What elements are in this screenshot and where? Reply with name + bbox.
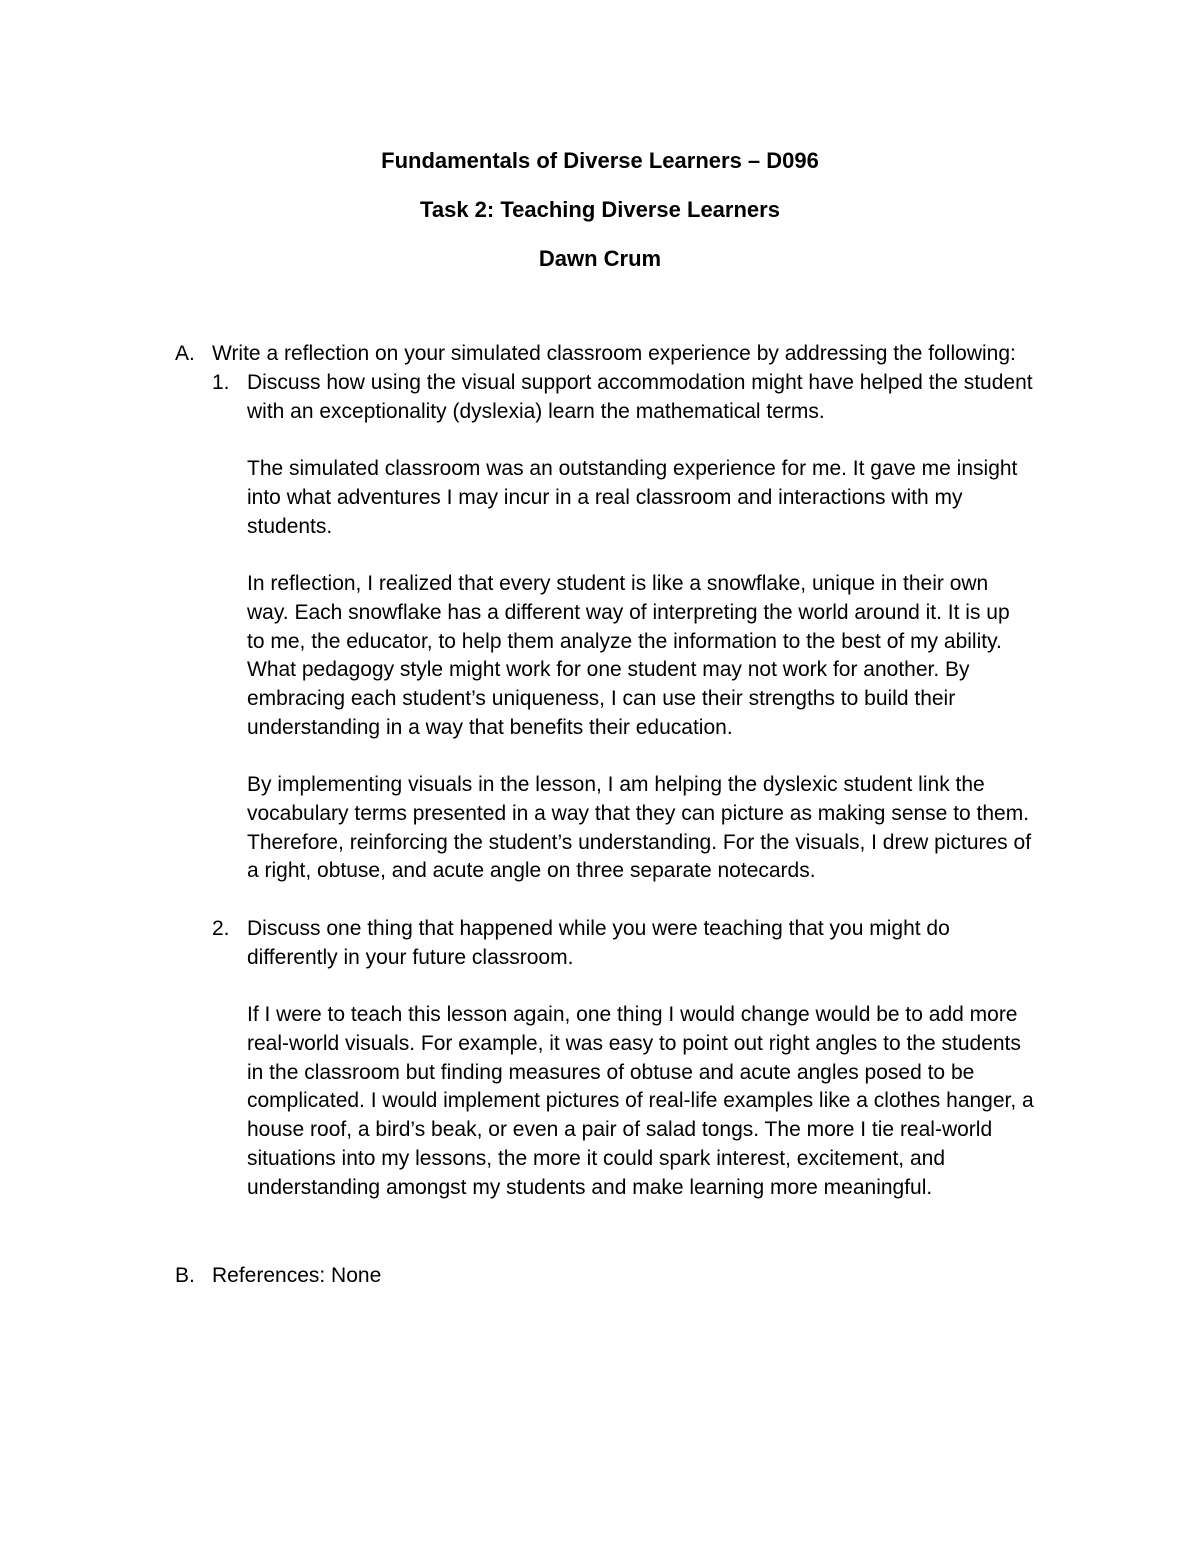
paragraph-line: vocabulary terms presented in a way that they can picture as making sense to them. [247, 801, 1030, 825]
task-title: Task 2: Teaching Diverse Learners [420, 197, 780, 222]
paragraph-line: By implementing visuals in the lesson, I am helping the dyslexic student link the [247, 773, 985, 796]
paragraph-line: understanding amongst my students and make learning more meaningful. [247, 1175, 933, 1199]
paragraph-line: The simulated classroom was an outstanding experience for me. It gave me insight [247, 457, 1018, 480]
paragraph-line: in the classroom but finding measures of obtuse and acute angles posed to be [247, 1060, 975, 1084]
item-1-paragraph-3 [247, 771, 1031, 886]
paragraph-line: If I were to teach this lesson again, one thing I would change would be to add more [247, 1003, 1018, 1026]
section-a-prompt: Write a reflection on your simulated classroom experience by addressing the following: [212, 342, 1016, 365]
paragraph-line: students. [247, 514, 333, 538]
references-line: References: None [212, 1264, 382, 1287]
question-line: differently in your future classroom. [247, 945, 574, 969]
paragraph-line: Therefore, reinforcing the student’s understanding. For the visuals, I drew pictures of [247, 830, 1032, 854]
course-title: Fundamentals of Diverse Learners – D096 [381, 148, 819, 173]
paragraph-line: to me, the educator, to help them analyze the information to the best of my ability. [247, 629, 1002, 653]
item-2-marker: 2. [212, 917, 230, 940]
question-line: Discuss one thing that happened while you were teaching that you might do [247, 917, 950, 940]
item-2-question [247, 915, 950, 973]
paragraph-line: into what adventures I may incur in a real classroom and interactions with my [247, 485, 963, 509]
paragraph-line: situations into my lessons, the more it could spark interest, excitement, and [247, 1146, 945, 1170]
paragraph-line: In reflection, I realized that every student is like a snowflake, unique in their own [247, 572, 989, 595]
item-1-paragraph-2 [247, 570, 1010, 743]
paragraph-line: way. Each snowflake has a different way of interpreting the world around it. It is up [247, 600, 1010, 624]
question-line: Discuss how using the visual support accommodation might have helped the student [247, 371, 1033, 394]
author-name: Dawn Crum [538, 246, 662, 271]
paragraph-line: real-world visuals. For example, it was easy to point out right angles to the students [247, 1031, 1021, 1055]
section-b-marker: B. [175, 1264, 195, 1287]
paragraph-line: house roof, a bird’s beak, or even a pair of salad tongs. The more I tie real-world [247, 1118, 993, 1142]
paragraph-line: What pedagogy style might work for one student may not work for another. By [247, 658, 970, 682]
item-1-paragraph-1 [247, 455, 1017, 541]
question-line: with an exceptionality (dyslexia) learn the mathematical terms. [247, 399, 825, 423]
paragraph-line: a right, obtuse, and acute angle on three separate notecards. [247, 859, 816, 883]
item-1-question [247, 369, 1033, 427]
section-a-marker: A. [175, 342, 195, 365]
item-1-marker: 1. [212, 371, 230, 394]
paragraph-line: complicated. I would implement pictures of real-life examples like a clothes hanger, a [247, 1089, 1034, 1113]
paragraph-line: embracing each student’s uniqueness, I can use their strengths to build their [247, 687, 956, 711]
paragraph-line: understanding in a way that benefits their education. [247, 715, 733, 739]
item-2-paragraph-1 [247, 1001, 1034, 1203]
